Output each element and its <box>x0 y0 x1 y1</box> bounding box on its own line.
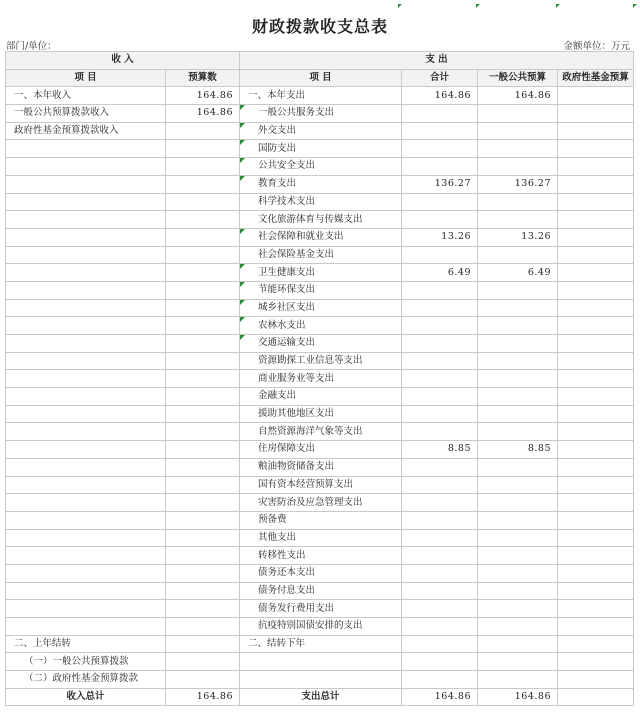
expense-total-cell: 136.27 <box>402 175 478 193</box>
table-row <box>6 458 634 476</box>
income-value-cell <box>166 653 240 671</box>
expense-total-cell <box>402 618 478 636</box>
income-value-cell <box>166 370 240 388</box>
income-value-cell <box>166 352 240 370</box>
expense-total-cell: 8.85 <box>402 441 478 459</box>
totals-row <box>6 688 634 706</box>
expense-gov-fund-grand-total <box>558 688 634 706</box>
expense-general-cell <box>478 600 558 618</box>
expense-gov-fund-cell <box>558 140 634 158</box>
expense-total-cell <box>402 352 478 370</box>
table-row <box>6 653 634 671</box>
table-row <box>6 582 634 600</box>
expense-total-cell <box>402 281 478 299</box>
cell-marker-icon <box>633 4 637 8</box>
expense-item-cell: 一般公共服务支出 <box>240 105 402 123</box>
expense-gov-fund-cell <box>558 529 634 547</box>
income-item-cell <box>6 388 166 406</box>
expense-total-label: 支出总计 <box>240 688 402 706</box>
expense-general-cell <box>478 281 558 299</box>
expense-gov-fund-cell <box>558 600 634 618</box>
income-value-cell <box>166 193 240 211</box>
expense-item-cell: 一、本年支出 <box>240 87 402 105</box>
expense-item-cell: 农林水支出 <box>240 317 402 335</box>
expense-general-cell <box>478 122 558 140</box>
gov-fund-header: 政府性基金预算 <box>558 69 634 87</box>
table-row <box>6 618 634 636</box>
expense-total-cell <box>402 122 478 140</box>
expense-gov-fund-cell <box>558 175 634 193</box>
income-value-cell <box>166 458 240 476</box>
table-row <box>6 228 634 246</box>
income-value-cell <box>166 618 240 636</box>
income-item-cell <box>6 352 166 370</box>
expense-gov-fund-cell <box>558 494 634 512</box>
expense-general-cell <box>478 423 558 441</box>
expense-gov-fund-cell <box>558 211 634 229</box>
table-row <box>6 175 634 193</box>
expense-general-cell: 13.26 <box>478 228 558 246</box>
income-value-cell <box>166 317 240 335</box>
expense-gov-fund-cell <box>558 423 634 441</box>
expense-total-cell <box>402 529 478 547</box>
expense-total-cell: 6.49 <box>402 264 478 282</box>
expense-general-cell: 8.85 <box>478 441 558 459</box>
expense-item-cell: 资源勘探工业信息等支出 <box>240 352 402 370</box>
income-item-cell <box>6 246 166 264</box>
expense-total-header: 合计 <box>402 69 478 87</box>
expense-total-cell <box>402 140 478 158</box>
general-budget-header: 一般公共预算 <box>478 69 558 87</box>
expense-general-cell <box>478 653 558 671</box>
expense-general-cell <box>478 317 558 335</box>
expense-general-cell <box>478 388 558 406</box>
income-value-cell <box>166 264 240 282</box>
income-item-cell: 一般公共预算拨款收入 <box>6 105 166 123</box>
expense-item-cell: 社会保障和就业支出 <box>240 228 402 246</box>
table-row <box>6 158 634 176</box>
table-row <box>6 370 634 388</box>
table-row <box>6 140 634 158</box>
cell-marker-icon <box>556 4 560 8</box>
income-value-cell <box>166 228 240 246</box>
income-value-cell <box>166 140 240 158</box>
expense-general-cell <box>478 564 558 582</box>
income-item-header: 项 目 <box>6 69 166 87</box>
income-value-cell <box>166 158 240 176</box>
expense-total-cell <box>402 405 478 423</box>
expense-general-cell <box>478 140 558 158</box>
income-budget-header: 预算数 <box>166 69 240 87</box>
page-title: 财政拨款收支总表 <box>251 17 388 36</box>
expense-item-cell: 转移性支出 <box>240 547 402 565</box>
expense-gov-fund-cell <box>558 105 634 123</box>
expense-gov-fund-cell <box>558 511 634 529</box>
expense-gov-fund-cell <box>558 564 634 582</box>
income-value-cell <box>166 299 240 317</box>
expense-gov-fund-cell <box>558 635 634 653</box>
expense-total-cell <box>402 600 478 618</box>
income-item-cell <box>6 529 166 547</box>
table-row <box>6 564 634 582</box>
expense-general-cell <box>478 370 558 388</box>
income-value-cell <box>166 388 240 406</box>
expense-gov-fund-cell <box>558 158 634 176</box>
expense-item-cell: 科学技术支出 <box>240 193 402 211</box>
income-value-cell <box>166 564 240 582</box>
table-row <box>6 246 634 264</box>
table-row <box>6 281 634 299</box>
income-item-cell <box>6 335 166 353</box>
income-item-cell: 政府性基金预算拨款收入 <box>6 122 166 140</box>
income-item-cell <box>6 175 166 193</box>
expense-general-cell: 136.27 <box>478 175 558 193</box>
expense-item-cell: 公共安全支出 <box>240 158 402 176</box>
income-value-cell <box>166 175 240 193</box>
department-label: 部门/单位： <box>6 41 57 52</box>
expense-item-cell: 国有资本经营预算支出 <box>240 476 402 494</box>
income-item-cell <box>6 370 166 388</box>
expense-general-cell <box>478 511 558 529</box>
income-item-cell <box>6 547 166 565</box>
expense-general-cell <box>478 529 558 547</box>
table-row <box>6 317 634 335</box>
expense-item-cell: 抗疫特别国债安排的支出 <box>240 618 402 636</box>
expense-gov-fund-cell <box>558 441 634 459</box>
income-item-cell <box>6 193 166 211</box>
expense-gov-fund-cell <box>558 246 634 264</box>
table-row <box>6 211 634 229</box>
expense-general-cell: 164.86 <box>478 87 558 105</box>
expense-item-cell: 卫生健康支出 <box>240 264 402 282</box>
income-item-cell <box>6 494 166 512</box>
expense-gov-fund-cell <box>558 87 634 105</box>
income-value-cell <box>166 635 240 653</box>
expense-total-cell <box>402 299 478 317</box>
expense-total-cell: 13.26 <box>402 228 478 246</box>
expense-gov-fund-cell <box>558 317 634 335</box>
table-row <box>6 388 634 406</box>
expense-total-cell <box>402 635 478 653</box>
expense-item-cell: 城乡社区支出 <box>240 299 402 317</box>
expense-total-cell <box>402 335 478 353</box>
expense-item-cell <box>240 671 402 689</box>
expense-general-cell <box>478 158 558 176</box>
income-item-cell <box>6 441 166 459</box>
expense-item-header: 项 目 <box>240 69 402 87</box>
expense-item-cell: 社会保险基金支出 <box>240 246 402 264</box>
prior-year-carryover-label: 二、上年结转 <box>6 635 166 653</box>
expense-item-cell: 商业服务业等支出 <box>240 370 402 388</box>
income-item-cell <box>6 600 166 618</box>
income-value-cell <box>166 494 240 512</box>
expense-total-cell <box>402 317 478 335</box>
expense-general-cell <box>478 193 558 211</box>
income-value-cell <box>166 547 240 565</box>
income-value-cell <box>166 476 240 494</box>
table-row <box>6 511 634 529</box>
expense-gov-fund-cell <box>558 122 634 140</box>
expense-general-cell <box>478 458 558 476</box>
table-row <box>6 600 634 618</box>
income-item-cell <box>6 281 166 299</box>
expense-gov-fund-cell <box>558 476 634 494</box>
income-value-cell <box>166 405 240 423</box>
expense-total-cell <box>402 388 478 406</box>
expense-total-cell <box>402 211 478 229</box>
expense-item-cell: 债务付息支出 <box>240 582 402 600</box>
table-row <box>6 299 634 317</box>
expense-total-cell <box>402 582 478 600</box>
budget-summary-table <box>5 51 634 706</box>
expense-grand-total: 164.86 <box>402 688 478 706</box>
income-item-cell <box>6 211 166 229</box>
income-item-cell <box>6 423 166 441</box>
expense-gov-fund-cell <box>558 405 634 423</box>
income-item-cell <box>6 582 166 600</box>
table-row <box>6 547 634 565</box>
expense-total-cell <box>402 547 478 565</box>
table-row <box>6 193 634 211</box>
expense-total-cell <box>402 246 478 264</box>
income-item-cell <box>6 476 166 494</box>
table-row <box>6 476 634 494</box>
expense-general-cell <box>478 335 558 353</box>
table-row <box>6 671 634 689</box>
table-row <box>6 423 634 441</box>
expense-item-cell: 金融支出 <box>240 388 402 406</box>
income-value-cell <box>166 281 240 299</box>
income-item-cell <box>6 299 166 317</box>
expense-item-cell: 教育支出 <box>240 175 402 193</box>
expense-total-cell <box>402 105 478 123</box>
table-row <box>6 352 634 370</box>
expense-total-cell: 164.86 <box>402 87 478 105</box>
expense-gov-fund-cell <box>558 582 634 600</box>
table-row <box>6 122 634 140</box>
income-item-cell <box>6 140 166 158</box>
expense-general-cell <box>478 635 558 653</box>
expense-general-grand-total: 164.86 <box>478 688 558 706</box>
table-row <box>6 105 634 123</box>
expense-gov-fund-cell <box>558 370 634 388</box>
expense-gov-fund-cell <box>558 653 634 671</box>
expense-general-cell <box>478 618 558 636</box>
expense-gov-fund-cell <box>558 193 634 211</box>
expense-item-cell <box>240 653 402 671</box>
expense-gov-fund-cell <box>558 671 634 689</box>
expense-item-cell: 债务发行费用支出 <box>240 600 402 618</box>
income-value-cell <box>166 582 240 600</box>
expense-total-cell <box>402 476 478 494</box>
expense-item-cell: 援助其他地区支出 <box>240 405 402 423</box>
expense-item-cell: 自然资源海洋气象等支出 <box>240 423 402 441</box>
expense-gov-fund-cell <box>558 228 634 246</box>
expense-total-cell <box>402 458 478 476</box>
expense-gov-fund-cell <box>558 388 634 406</box>
expense-gov-fund-cell <box>558 458 634 476</box>
prior-year-sub-label: （二）政府性基金预算拨款 <box>6 671 166 689</box>
prior-year-sub-label: （一）一般公共预算拨款 <box>6 653 166 671</box>
income-value-cell <box>166 335 240 353</box>
table-row <box>6 441 634 459</box>
income-value-cell: 164.86 <box>166 87 240 105</box>
expense-gov-fund-cell <box>558 547 634 565</box>
income-value-cell <box>166 423 240 441</box>
expense-total-cell <box>402 158 478 176</box>
expense-general-cell <box>478 476 558 494</box>
expense-total-cell <box>402 193 478 211</box>
expense-item-cell: 交通运输支出 <box>240 335 402 353</box>
expense-item-cell: 节能环保支出 <box>240 281 402 299</box>
income-value-cell <box>166 511 240 529</box>
income-item-cell <box>6 564 166 582</box>
income-item-cell <box>6 405 166 423</box>
expense-gov-fund-cell <box>558 281 634 299</box>
expense-gov-fund-cell <box>558 264 634 282</box>
income-value-cell <box>166 122 240 140</box>
expense-item-cell: 债务还本支出 <box>240 564 402 582</box>
income-value-cell <box>166 211 240 229</box>
expense-general-cell <box>478 494 558 512</box>
income-item-cell <box>6 228 166 246</box>
income-item-cell <box>6 264 166 282</box>
expense-general-cell <box>478 671 558 689</box>
expense-gov-fund-cell <box>558 299 634 317</box>
income-total-label: 收入总计 <box>6 688 166 706</box>
table-row <box>6 264 634 282</box>
table-row <box>6 529 634 547</box>
income-item-cell <box>6 458 166 476</box>
expense-general-cell <box>478 105 558 123</box>
expense-total-cell <box>402 653 478 671</box>
expense-item-cell: 外交支出 <box>240 122 402 140</box>
expense-general-cell <box>478 582 558 600</box>
expense-gov-fund-cell <box>558 335 634 353</box>
expense-item-cell: 其他支出 <box>240 529 402 547</box>
cell-marker-icon <box>476 4 480 8</box>
expense-total-cell <box>402 671 478 689</box>
carry-forward-label: 二、结转下年 <box>240 635 402 653</box>
income-value-cell <box>166 600 240 618</box>
unit-label: 金额单位：万元 <box>563 41 630 52</box>
income-item-cell <box>6 158 166 176</box>
table-row <box>6 87 634 105</box>
income-section-header: 收 入 <box>6 52 240 70</box>
expense-total-cell <box>402 564 478 582</box>
expense-general-cell <box>478 547 558 565</box>
expense-total-cell <box>402 494 478 512</box>
table-row <box>6 635 634 653</box>
income-item-cell <box>6 511 166 529</box>
income-item-cell <box>6 618 166 636</box>
expense-general-cell <box>478 211 558 229</box>
expense-item-cell: 粮油物资储备支出 <box>240 458 402 476</box>
income-value-cell: 164.86 <box>166 105 240 123</box>
expense-gov-fund-cell <box>558 352 634 370</box>
expense-general-cell <box>478 352 558 370</box>
expense-total-cell <box>402 423 478 441</box>
cell-marker-icon <box>398 4 402 8</box>
expense-item-cell: 国防支出 <box>240 140 402 158</box>
expense-total-cell <box>402 511 478 529</box>
income-value-cell <box>166 441 240 459</box>
expense-total-cell <box>402 370 478 388</box>
expense-item-cell: 预备费 <box>240 511 402 529</box>
income-value-cell <box>166 529 240 547</box>
table-row <box>6 335 634 353</box>
income-value-cell <box>166 671 240 689</box>
income-total-value: 164.86 <box>166 688 240 706</box>
expense-general-cell <box>478 405 558 423</box>
expense-item-cell: 文化旅游体育与传媒支出 <box>240 211 402 229</box>
expense-general-cell: 6.49 <box>478 264 558 282</box>
table-row <box>6 405 634 423</box>
income-value-cell <box>166 246 240 264</box>
table-row <box>6 494 634 512</box>
expense-general-cell <box>478 299 558 317</box>
expense-section-header: 支 出 <box>240 52 634 70</box>
expense-gov-fund-cell <box>558 618 634 636</box>
expense-item-cell: 住房保障支出 <box>240 441 402 459</box>
expense-item-cell: 灾害防治及应急管理支出 <box>240 494 402 512</box>
income-item-cell: 一、本年收入 <box>6 87 166 105</box>
income-item-cell <box>6 317 166 335</box>
expense-general-cell <box>478 246 558 264</box>
